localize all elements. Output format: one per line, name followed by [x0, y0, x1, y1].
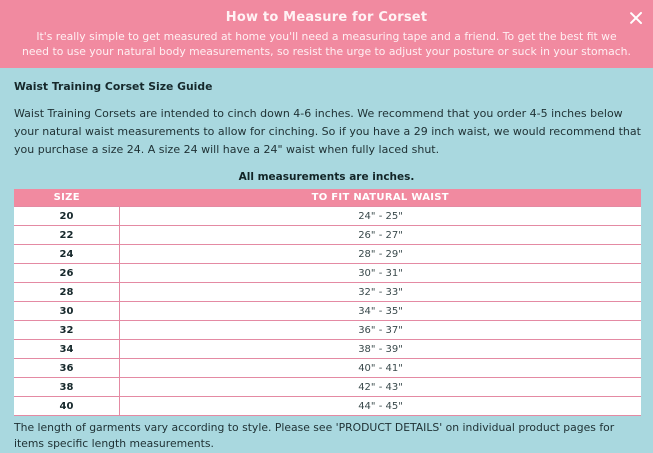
size-cell: 30	[14, 302, 120, 321]
measure-header-banner	[0, 0, 653, 68]
size-cell: 22	[14, 226, 120, 245]
length-note: The length of garments vary according to style. Please see 'PRODUCT DETAILS' on individual product pages for items specific length measurements.	[14, 421, 615, 450]
size-cell: 38	[14, 378, 120, 397]
table-row	[14, 245, 641, 264]
table-caption: All measurements are inches.	[238, 171, 415, 183]
size-cell: 34	[14, 340, 120, 359]
waist-cell: 24" - 25"	[120, 207, 642, 226]
waist-cell: 26" - 27"	[120, 226, 642, 245]
table-row	[14, 359, 641, 378]
table-row	[14, 321, 641, 340]
close-icon[interactable]	[629, 11, 643, 25]
size-cell: 20	[14, 207, 120, 226]
size-column-header: SIZE	[14, 189, 120, 207]
waist-cell: 38" - 39"	[120, 340, 642, 359]
size-guide-description: Waist Training Corsets are intended to cinch down 4-6 inches. We recommend that you order 4-5 inches below your natural waist measurements to allow for cinching. So if you have a 29 inch waist, we would recommend that you purchase a size 24. A size 24 will have a 24" waist when fully laced shut.	[14, 107, 641, 156]
waist-cell: 28" - 29"	[120, 245, 642, 264]
table-row	[14, 264, 641, 283]
waist-cell: 34" - 35"	[120, 302, 642, 321]
waist-cell: 36" - 37"	[120, 321, 642, 340]
waist-cell: 44" - 45"	[120, 397, 642, 416]
waist-cell: 32" - 33"	[120, 283, 642, 302]
waist-cell: 42" - 43"	[120, 378, 642, 397]
header-title: How to Measure for Corset	[225, 10, 428, 25]
size-cell: 40	[14, 397, 120, 416]
table-row	[14, 378, 641, 397]
size-cell: 26	[14, 264, 120, 283]
size-table	[14, 189, 641, 416]
table-header-row	[14, 189, 641, 207]
table-row	[14, 397, 641, 416]
size-cell: 28	[14, 283, 120, 302]
size-cell: 32	[14, 321, 120, 340]
size-guide-title: Waist Training Corset Size Guide	[14, 80, 213, 93]
table-row	[14, 302, 641, 321]
header-description: It's really simple to get measured at home you'll need a measuring tape and a friend. To get the best fit we need to use your natural body measurements, so resist the urge to adjust your posture or suck in your stomach.	[22, 30, 631, 58]
waist-cell: 30" - 31"	[120, 264, 642, 283]
table-row	[14, 207, 641, 226]
table-row	[14, 226, 641, 245]
table-row	[14, 283, 641, 302]
size-cell: 36	[14, 359, 120, 378]
waist-cell: 40" - 41"	[120, 359, 642, 378]
table-row	[14, 340, 641, 359]
waist-column-header: TO FIT NATURAL WAIST	[120, 189, 642, 207]
size-cell: 24	[14, 245, 120, 264]
